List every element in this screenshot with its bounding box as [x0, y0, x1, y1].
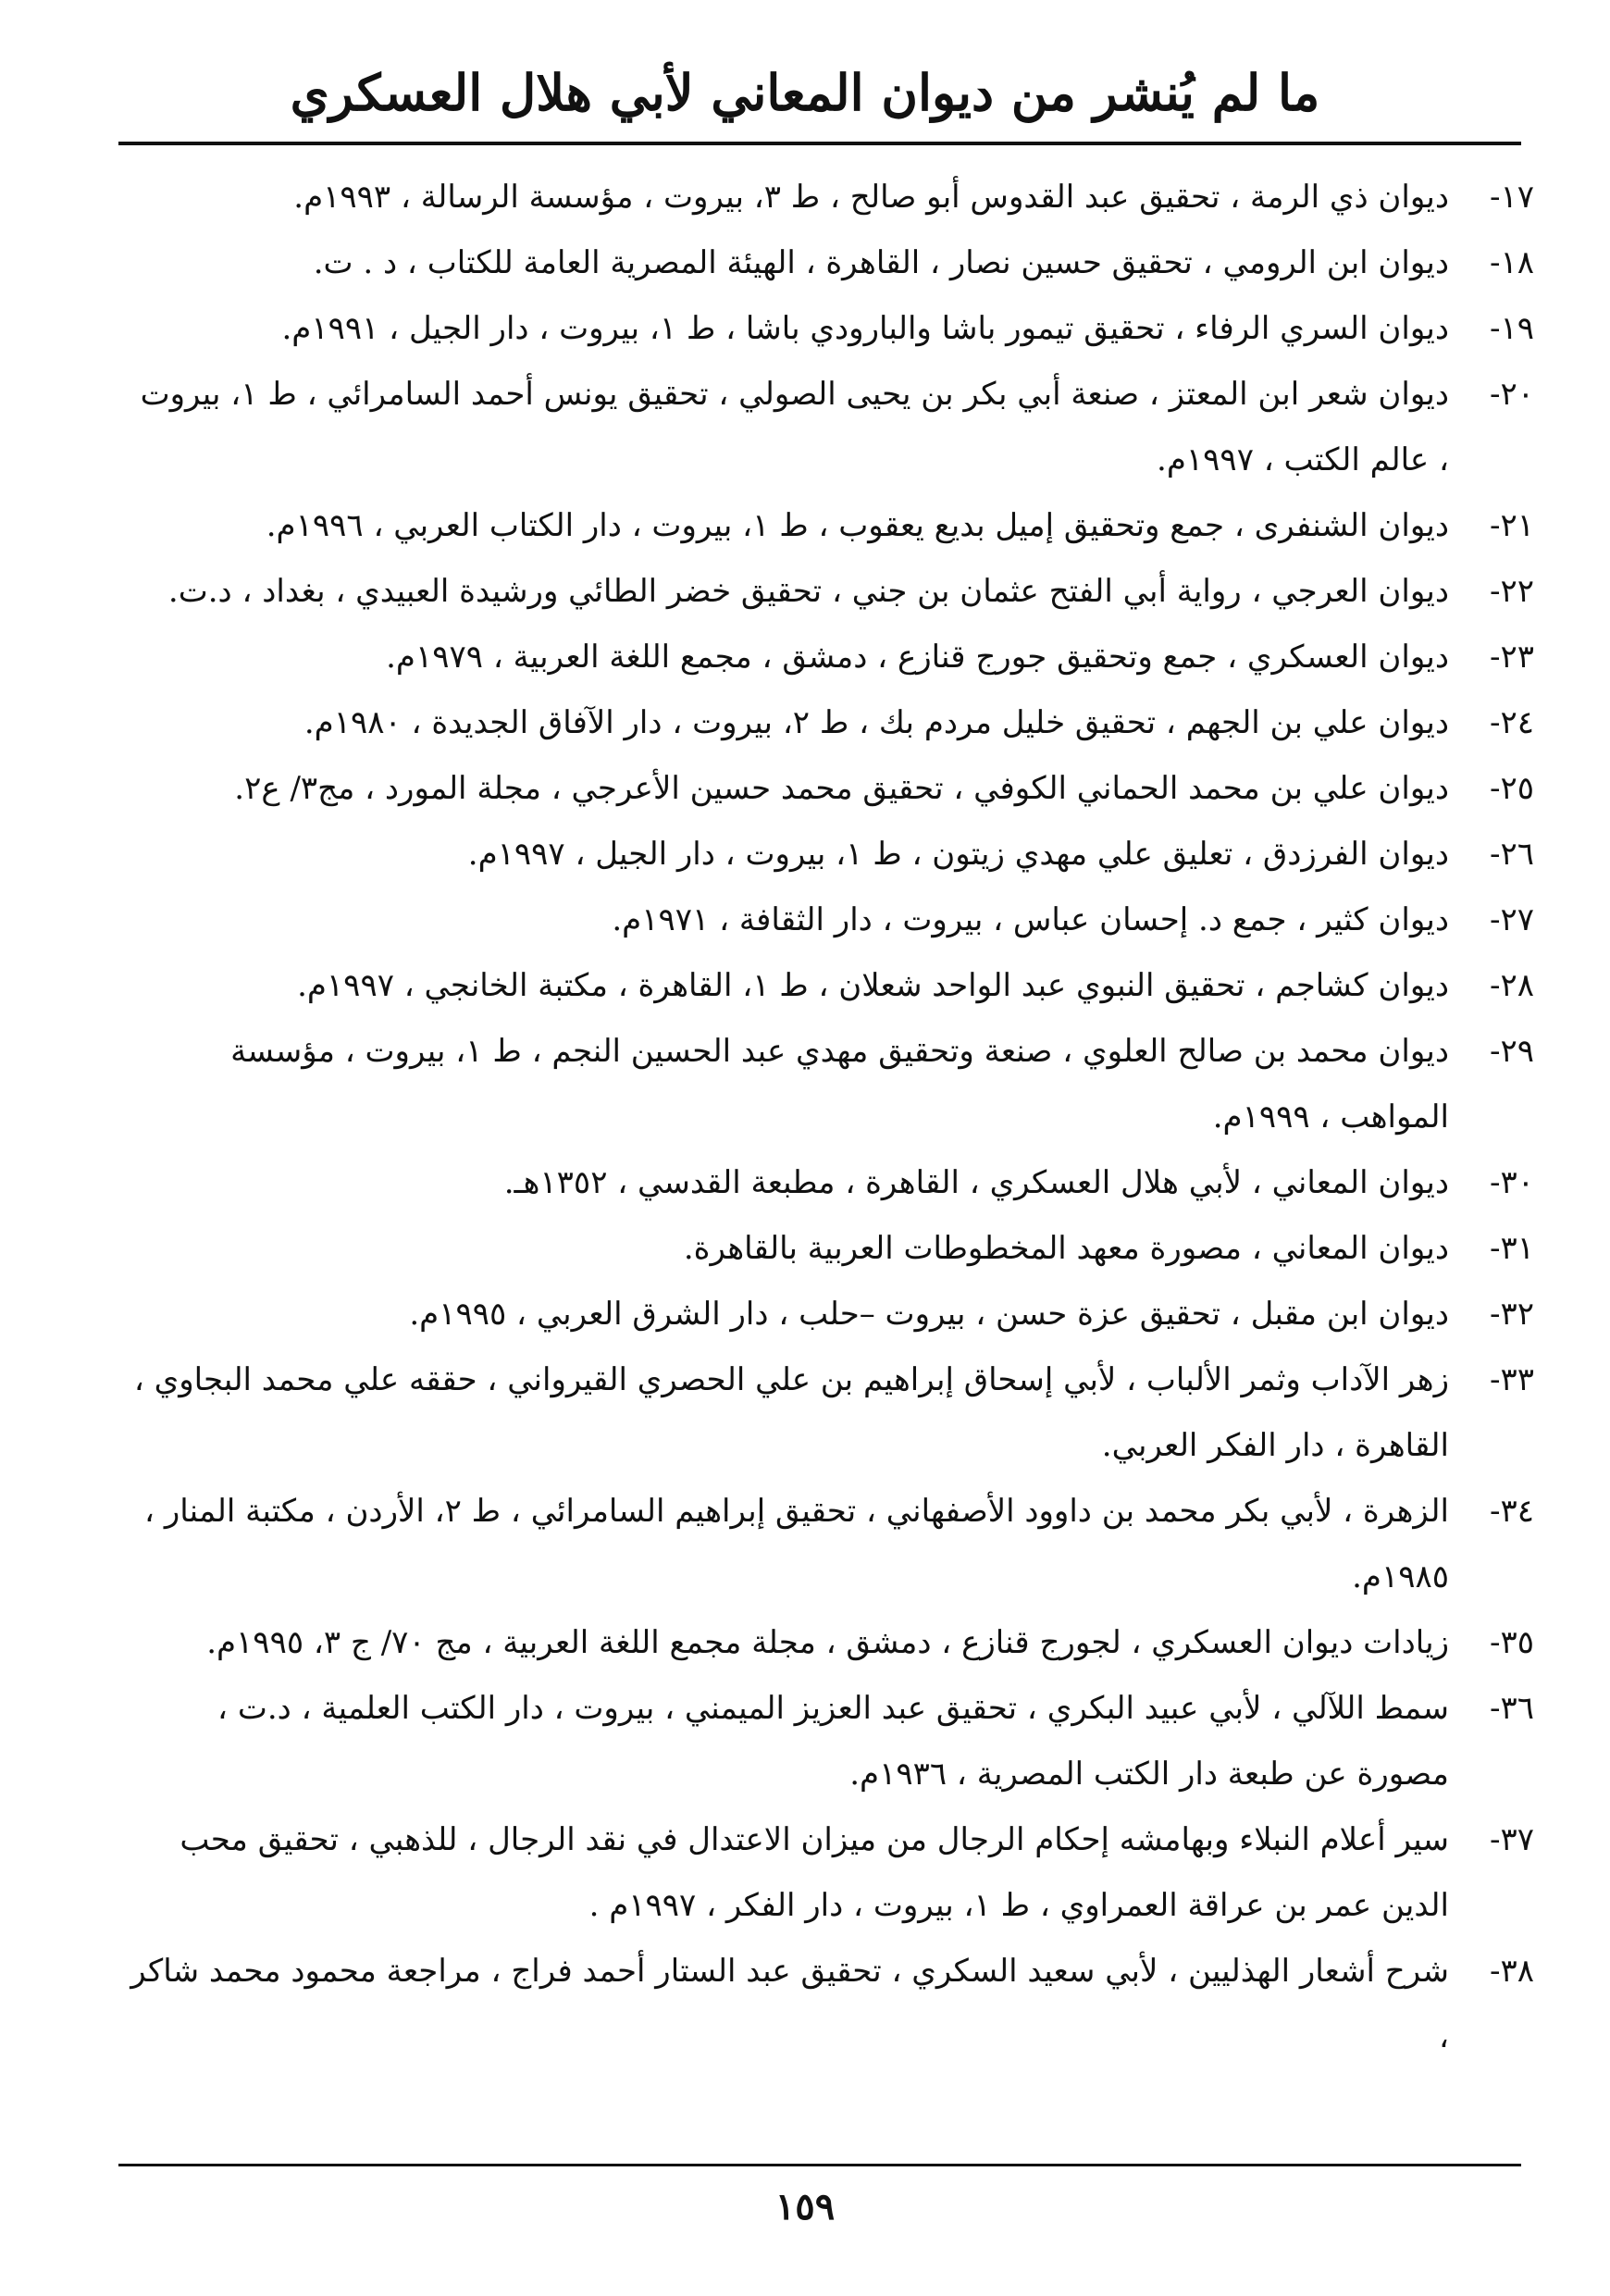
- entry-number: ١٨-: [1489, 244, 1534, 281]
- footer-divider: [118, 2164, 1521, 2166]
- bibliography-list: [128, 165, 1534, 2070]
- entry-number: ٢٥-: [1489, 770, 1534, 807]
- bibliography-entry: [128, 1019, 1534, 1150]
- bibliography-entry: [128, 1676, 1534, 1807]
- entry-number: ٣٢-: [1489, 1296, 1534, 1333]
- entry-text: ديوان العسكري ، جمع وتحقيق جورج قنازع ، دمشق ، مجمع اللغة العربية ، ١٩٧٩م.: [386, 639, 1449, 676]
- entry-text: ديوان المعاني ، لأبي هلال العسكري ، القاهرة ، مطبعة القدسي ، ١٣٥٢هـ.: [503, 1164, 1449, 1201]
- entry-number: ٣٦-: [1489, 1690, 1534, 1727]
- entry-text: الزهرة ، لأبي بكر محمد بن داوود الأصفهاني ، تحقيق إبراهيم السامرائي ، ط ٢، الأردن ، مكتبة المنار ، ١٩٨٥م.: [144, 1493, 1449, 1595]
- bibliography-entry: [128, 953, 1534, 1019]
- bibliography-entry: [128, 493, 1534, 559]
- entry-number: ٣٨-: [1489, 1953, 1534, 1990]
- entry-text: ديوان كشاجم ، تحقيق النبوي عبد الواحد شعلان ، ط ١، القاهرة ، مكتبة الخانجي ، ١٩٩٧م.: [297, 967, 1449, 1004]
- page-title: ما لم يُنشر من ديوان المعاني لأبي هلال العسكري: [290, 63, 1320, 122]
- entry-text: ديوان محمد بن صالح العلوي ، صنعة وتحقيق مهدي عبد الحسين النجم ، ط ١، بيروت ، مؤسسة المواهب ، ١٩٩٩م.: [230, 1033, 1449, 1136]
- bibliography-entry: [128, 1150, 1534, 1216]
- entry-number: ٣٤-: [1489, 1493, 1534, 1530]
- entry-text: ديوان السري الرفاء ، تحقيق تيمور باشا والبارودي باشا ، ط ١، بيروت ، دار الجيل ، ١٩٩١م.: [281, 310, 1449, 347]
- entry-number: ٢٩-: [1489, 1033, 1534, 1070]
- bibliography-entry: [128, 1347, 1534, 1479]
- entry-number: ٢٦-: [1489, 836, 1534, 873]
- entry-text: ديوان ابن مقبل ، تحقيق عزة حسن ، بيروت –حلب ، دار الشرق العربي ، ١٩٩٥م.: [409, 1296, 1449, 1333]
- entry-number: ٣٣-: [1489, 1361, 1534, 1398]
- entry-number: ١٩-: [1489, 310, 1534, 347]
- entry-text: سير أعلام النبلاء وبهامشه إحكام الرجال من ميزان الاعتدال في نقد الرجال ، للذهبي ، تحقيق محب الدين عمر بن عراقة العمراوي ، ط ١، بيروت ، دار الفكر ، ١٩٩٧م .: [180, 1821, 1449, 1924]
- bibliography-entry: [128, 1282, 1534, 1347]
- entry-text: ديوان شعر ابن المعتز ، صنعة أبي بكر بن يحيى الصولي ، تحقيق يونس أحمد السامرائي ، ط ١، بيروت ، عالم الكتب ، ١٩٩٧م.: [140, 376, 1449, 478]
- bibliography-entry: [128, 756, 1534, 822]
- header-divider: [118, 142, 1521, 145]
- bibliography-entry: [128, 165, 1534, 230]
- entry-text: شرح أشعار الهذليين ، لأبي سعيد السكري ، تحقيق عبد الستار أحمد فراج ، مراجعة محمود محمد شاكر ،: [130, 1953, 1449, 2055]
- bibliography-entry: [128, 822, 1534, 887]
- entry-number: ٢٧-: [1489, 901, 1534, 938]
- bibliography-entry: [128, 887, 1534, 953]
- entry-text: ديوان الفرزدق ، تعليق علي مهدي زيتون ، ط ١، بيروت ، دار الجيل ، ١٩٩٧م.: [467, 836, 1449, 873]
- entry-number: ٢٠-: [1489, 376, 1534, 413]
- bibliography-entry: [128, 362, 1534, 493]
- entry-number: ٣٧-: [1489, 1821, 1534, 1858]
- entry-number: ٢٤-: [1489, 704, 1534, 741]
- entry-text: زيادات ديوان العسكري ، لجورج قنازع ، دمشق ، مجلة مجمع اللغة العربية ، مج ٧٠/ ج ٣، ١٩٩٥م.: [206, 1624, 1449, 1661]
- bibliography-entry: [128, 1216, 1534, 1282]
- bibliography-entry: [128, 559, 1534, 625]
- bibliography-entry: [128, 625, 1534, 690]
- bibliography-entry: [128, 230, 1534, 296]
- entry-number: ٢٢-: [1489, 573, 1534, 610]
- entry-text: ديوان علي بن الجهم ، تحقيق خليل مردم بك ، ط ٢، بيروت ، دار الآفاق الجديدة ، ١٩٨٠م.: [303, 704, 1449, 741]
- entry-number: ٢١-: [1489, 507, 1534, 544]
- bibliography-entry: [128, 1807, 1534, 1939]
- entry-text: زهر الآداب وثمر الألباب ، لأبي إسحاق إبراهيم بن علي الحصري القيرواني ، حققه علي محمد البجاوي ، القاهرة ، دار الفكر العربي.: [133, 1361, 1449, 1464]
- entry-number: ٢٣-: [1489, 639, 1534, 676]
- entry-number: ٣٥-: [1489, 1624, 1534, 1661]
- bibliography-entry: [128, 1479, 1534, 1610]
- bibliography-entry: [128, 690, 1534, 756]
- bibliography-entry: [128, 296, 1534, 362]
- entry-text: ديوان كثير ، جمع د. إحسان عباس ، بيروت ، دار الثقافة ، ١٩٧١م.: [612, 901, 1449, 938]
- page-number: ١٥٩: [774, 2185, 836, 2228]
- entry-text: ديوان ابن الرومي ، تحقيق حسين نصار ، القاهرة ، الهيئة المصرية العامة للكتاب ، د . ت.: [313, 244, 1449, 281]
- entry-text: ديوان العرجي ، رواية أبي الفتح عثمان بن جني ، تحقيق خضر الطائي ورشيدة العبيدي ، بغداد ، د.ت.: [167, 573, 1449, 610]
- entry-number: ١٧-: [1489, 179, 1534, 216]
- entry-text: ديوان علي بن محمد الحماني الكوفي ، تحقيق محمد حسين الأعرجي ، مجلة المورد ، مج٣/ ع٢.: [234, 770, 1449, 807]
- bibliography-entry: [128, 1939, 1534, 2070]
- entry-text: ديوان ذي الرمة ، تحقيق عبد القدوس أبو صالح ، ط ٣، بيروت ، مؤسسة الرسالة ، ١٩٩٣م.: [293, 179, 1449, 216]
- bibliography-entry: [128, 1610, 1534, 1676]
- entry-text: سمط اللآلي ، لأبي عبيد البكري ، تحقيق عبد العزيز الميمني ، بيروت ، دار الكتب العلمية ، د.ت ، مصورة عن طبعة دار الكتب المصرية ، ١٩٣٦م.: [217, 1690, 1449, 1793]
- entry-text: ديوان المعاني ، مصورة معهد المخطوطات العربية بالقاهرة.: [683, 1230, 1449, 1267]
- entry-number: ٣٠-: [1489, 1164, 1534, 1201]
- entry-number: ٣١-: [1489, 1230, 1534, 1267]
- entry-text: ديوان الشنفرى ، جمع وتحقيق إميل بديع يعقوب ، ط ١، بيروت ، دار الكتاب العربي ، ١٩٩٦م.: [266, 507, 1449, 544]
- entry-number: ٢٨-: [1489, 967, 1534, 1004]
